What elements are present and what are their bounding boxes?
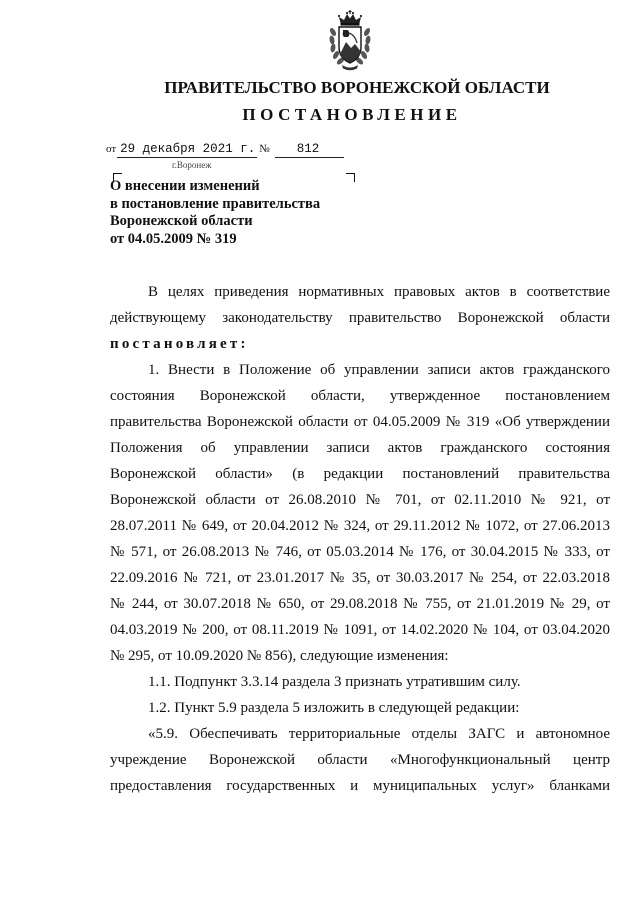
item-1-line: 04.03.2019 № 200, от 08.11.2019 № 1091, от 14.02.2020 № 104, от 03.04.2020 [110, 622, 610, 638]
document-title [110, 178, 320, 248]
item-1-line: Воронежской области от 26.08.2010 № 701, от 02.11.2010 № 921, от [110, 492, 610, 508]
item-1-1: 1.1. Подпункт 3.3.14 раздела 3 признать утратившим силу. [148, 674, 521, 690]
document-body [110, 279, 610, 799]
item-1-line: Воронежской области» (в редакции постановлений правительства [110, 466, 610, 482]
issue-number: 812 [275, 141, 345, 158]
item-1-2: 1.2. Пункт 5.9 раздела 5 изложить в следующей редакции: [148, 700, 520, 716]
item-1-line: 28.07.2011 № 649, от 20.04.2012 № 324, от 29.11.2012 № 1072, от 27.06.2013 [110, 518, 610, 534]
title-line: О внесении изменений [110, 178, 260, 194]
issue-city: г.Воронеж [172, 160, 212, 170]
title-line: Воронежской области [110, 213, 253, 230]
coat-of-arms-icon [324, 10, 376, 72]
item-5-9-line: «5.9. Обеспечивать территориальные отделы ЗАГС и автономное [148, 726, 610, 742]
issue-number-label: № [259, 143, 270, 155]
item-1-line: правительства Воронежской области от 04.05.2009 № 319 «Об утверждении [110, 414, 610, 430]
item-1-line: состояния Воронежской области, утвержденное постановлением [110, 388, 610, 404]
issue-date: 29 декабря 2021 г. [117, 141, 257, 158]
item-1-line: Положения об управлении записи актов гражданского состояния [110, 440, 610, 456]
item-1-line: № 295, от 10.09.2020 № 856), следующие изменения: [110, 648, 449, 664]
item-1-line: № 571, от 26.08.2013 № 746, от 05.03.2014 № 176, от 30.04.2015 № 333, от [110, 544, 610, 560]
title-bracket-right [346, 173, 355, 182]
preamble-line: действующему законодательству правительство Воронежской области [110, 310, 610, 326]
resolves-word: постановляет: [110, 336, 249, 352]
title-line: от 04.05.2009 № 319 [110, 230, 237, 247]
item-1-line: № 244, от 30.07.2018 № 650, от 29.08.2018 № 755, от 21.01.2019 № 29, от [110, 596, 610, 612]
issue-line [106, 141, 344, 159]
item-1-line: 1. Внести в Положение об управлении записи актов гражданского [148, 362, 610, 378]
item-5-9-line: предоставления государственных и муниципальных услуг» бланками [110, 778, 610, 794]
issue-from-label: от [106, 143, 117, 155]
preamble-line: В целях приведения нормативных правовых актов в соответствие [148, 284, 610, 300]
document-type: ПОСТАНОВЛЕНИЕ [242, 105, 462, 124]
title-line: в постановление правительства [110, 195, 321, 212]
organization-name: ПРАВИТЕЛЬСТВО ВОРОНЕЖСКОЙ ОБЛАСТИ [164, 78, 550, 97]
item-1-line: 22.09.2016 № 721, от 23.01.2017 № 35, от 30.03.2017 № 254, от 22.03.2018 [110, 570, 610, 586]
item-5-9-line: учреждение Воронежской области «Многофункциональный центр [110, 752, 610, 768]
